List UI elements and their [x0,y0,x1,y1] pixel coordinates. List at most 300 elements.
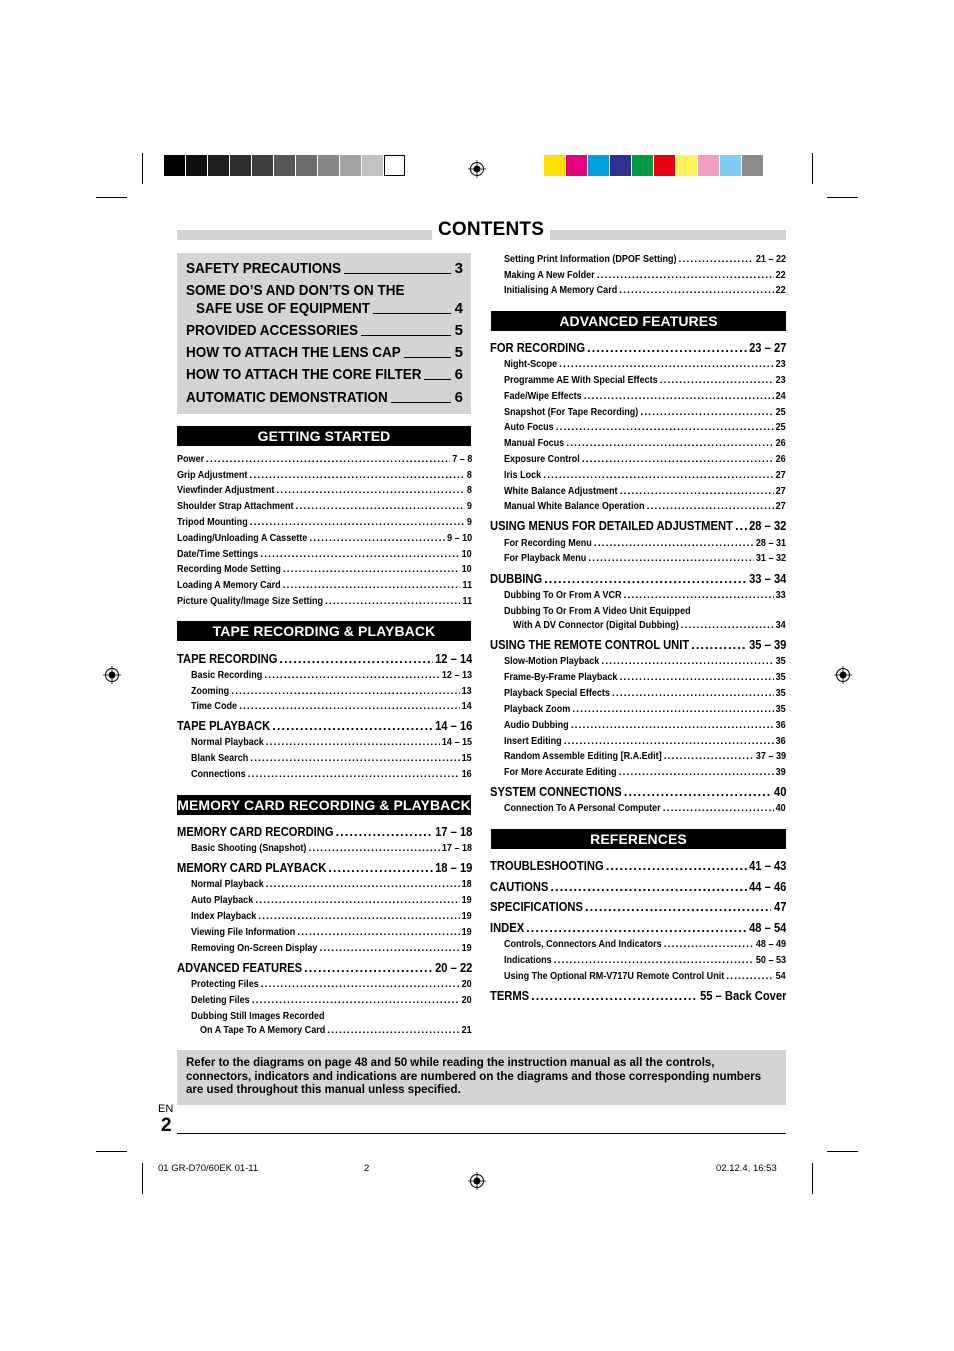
toc-entry [177,500,472,512]
leader-dots [276,484,465,496]
entry-page: 34 [775,619,786,631]
toc-heading-entry [490,879,786,894]
entry-title: USING THE REMOTE CONTROL UNIT [490,637,690,652]
leader-dots [572,703,774,715]
entry-page: 36 [775,719,786,731]
toc-entry [504,719,786,731]
entry-title: Viewing File Information [191,926,296,938]
toc-heading-entry [490,920,786,935]
color-swatch [230,155,251,176]
footer-sheet-number: 2 [364,1163,370,1174]
entry-page: 48 – 54 [748,920,786,935]
leader-dots [566,437,774,449]
entry-title: Index Playback [191,910,257,922]
toc-entry [191,736,472,748]
page-number: 2 [161,1115,172,1136]
leader-dots [279,651,432,666]
toc-entry [504,453,786,465]
entry-page: 16 [461,768,472,780]
leader-dots [691,637,747,652]
toc-heading-entry [490,858,786,873]
entry-title: Power [177,453,205,465]
item-title: SAFETY PRECAUTIONS [186,260,342,277]
entry-title: Night-Scope [504,358,558,370]
leader-line [373,313,451,314]
toc-entry [504,269,786,281]
entry-page: 9 [466,500,472,512]
crop-mark [827,197,858,198]
entry-title: Manual White Balance Operation [504,500,645,512]
entry-page: 48 – 49 [755,938,786,950]
toc-heading-entry [490,784,786,799]
toc-entry [504,358,786,370]
entry-page: 17 – 18 [434,824,472,839]
entry-page: 33 – 34 [748,571,786,586]
toc-entry [191,994,472,1006]
leader-dots [250,752,460,764]
entry-page: 36 [775,735,786,747]
leader-dots [544,571,747,586]
leader-dots [681,619,774,631]
toc-entry [177,469,472,481]
entry-title: Controls, Connectors And Indicators [504,938,662,950]
entry-page: 19 [461,910,472,922]
toc-entry [504,938,786,950]
toc-entry [504,970,786,982]
entry-title: Random Assemble Editing [R.A.Edit] [504,750,662,762]
toc-entry [191,768,472,780]
toc-entry [191,700,472,712]
toc-entry [504,605,786,617]
leader-dots [309,532,444,544]
entry-title: For Recording Menu [504,537,592,549]
leader-dots [587,340,747,355]
leader-line [361,335,451,336]
toc-heading-entry [490,518,786,533]
entry-page: 55 – Back Cover [699,988,786,1003]
leader-dots [248,768,460,780]
color-swatch [566,155,587,176]
page-ref: 5 [454,322,463,339]
entry-page: 40 [773,784,786,799]
entry-title: Auto Playback [191,894,254,906]
toc-heading-entry [490,637,786,652]
toc-entry [504,687,786,699]
page-ref: 3 [454,260,463,277]
leader-dots [249,469,465,481]
leader-dots [594,537,754,549]
entry-page: 20 – 22 [434,960,472,975]
toc-entry [504,485,786,497]
entry-title: Audio Dubbing [504,719,569,731]
entry-title: Blank Search [191,752,249,764]
entry-page: 44 – 46 [748,879,786,894]
entry-page: 12 – 14 [434,651,472,666]
color-swatch [318,155,339,176]
entry-title: Connections [191,768,246,780]
entry-page: 21 [461,1024,472,1036]
registration-mark-icon [468,160,486,178]
entry-page: 40 [775,802,786,814]
page-ref: 4 [454,300,463,317]
entry-title: ADVANCED FEATURES [177,960,303,975]
entry-page: 47 [773,899,786,914]
leader-dots [663,802,774,814]
entry-page: 8 [466,484,472,496]
toc-entry [191,910,472,922]
leader-dots [266,736,440,748]
entry-page: 23 [775,374,786,386]
toc-entry [177,548,472,560]
section-header-advanced: ADVANCED FEATURES [491,311,786,331]
entry-page: 33 [775,589,786,601]
section-header-tape: TAPE RECORDING & PLAYBACK [177,621,471,641]
entry-title: On A Tape To A Memory Card [200,1024,326,1036]
crop-mark [96,197,127,198]
entry-page: 37 – 39 [755,750,786,762]
color-swatch [698,155,719,176]
toc-entry [504,284,786,296]
entry-page: 18 [461,878,472,890]
entry-page: 26 [775,453,786,465]
color-swatch [610,155,631,176]
registration-mark-icon [468,1172,486,1190]
crop-mark [812,1163,813,1194]
entry-title: Connection To A Personal Computer [504,802,661,814]
entry-page: 31 – 32 [755,552,786,564]
toc-entry [504,406,786,418]
toc-entry [504,954,786,966]
toc-entry [504,437,786,449]
entry-page: 39 [775,766,786,778]
entry-title: Normal Playback [191,736,264,748]
toc-entry [191,942,472,954]
entry-title: Recording Mode Setting [177,563,281,575]
toc-entry [504,766,786,778]
leader-dots [258,910,460,922]
contents-item [186,322,463,339]
toc-entry [504,500,786,512]
toc-entry [191,1010,472,1022]
leader-dots [283,579,461,591]
entry-title: Playback Zoom [504,703,571,715]
entry-page: 15 [461,752,472,764]
entry-title: Setting Print Information (DPOF Setting) [504,253,677,265]
leader-dots [250,516,465,528]
entry-page: 20 [461,978,472,990]
toc-entry [191,842,472,854]
page-ref: 5 [454,344,463,361]
leader-dots [543,469,774,481]
toc-entry [191,669,472,681]
entry-page: 35 [775,687,786,699]
toc-entry [177,563,472,575]
toc-entry [177,484,472,496]
leader-dots [735,518,747,533]
toc-heading-entry [177,960,472,975]
item-title: HOW TO ATTACH THE LENS CAP [186,344,401,361]
entry-title: SYSTEM CONNECTIONS [490,784,622,799]
entry-title: Indications [504,954,552,966]
crop-mark [142,153,143,184]
note-text: Refer to the diagrams on page 48 and 50 while reading the instruction manual as all the controls, connectors, indicators and indications are numbered on the diagrams and those corresponding numbers are used throughout this manual unless specified. [186,1057,762,1096]
crop-mark [827,1151,858,1152]
color-swatch [720,155,741,176]
leader-dots [624,784,772,799]
entry-page: 21 – 22 [755,253,786,265]
entry-title: TAPE PLAYBACK [177,718,271,733]
entry-page: 11 [462,595,472,607]
leader-dots [272,718,432,733]
leader-dots [252,994,460,1006]
entry-title: TAPE RECORDING [177,651,278,666]
entry-page: 26 [775,437,786,449]
toc-entry [504,537,786,549]
entry-page: 20 [461,994,472,1006]
contents-item [186,389,463,406]
entry-title: Grip Adjustment [177,469,248,481]
color-swatch [362,155,383,176]
entry-title: Exposure Control [504,453,580,465]
entry-title: Removing On-Screen Display [191,942,318,954]
leader-dots [612,687,774,699]
leader-line [391,402,451,403]
contents-item [186,366,463,383]
entry-title: Initialising A Memory Card [504,284,618,296]
entry-title: Viewfinder Adjustment [177,484,275,496]
entry-page: 22 [775,284,786,296]
grayscale-color-bar [164,155,406,176]
entry-page: 19 [461,926,472,938]
leader-dots [647,500,774,512]
leader-dots [550,879,746,894]
entry-title: Date/Time Settings [177,548,259,560]
entry-title: Basic Shooting (Snapshot) [191,842,307,854]
color-swatch [274,155,295,176]
leader-dots [564,735,774,747]
entry-title: With A DV Connector (Digital Dubbing) [513,619,679,631]
entry-page: 13 [461,685,472,697]
color-swatch [252,155,273,176]
leader-dots [304,960,433,975]
toc-entry [504,703,786,715]
toc-entry [504,735,786,747]
toc-entry [504,802,786,814]
entry-page: 9 – 10 [446,532,472,544]
leader-dots [531,988,697,1003]
leader-dots [336,824,433,839]
leader-dots [619,284,774,296]
entry-page: 10 [461,563,472,575]
toc-entry [504,750,786,762]
entry-title: Slow-Motion Playback [504,655,600,667]
toc-heading-entry [490,340,786,355]
entry-page: 27 [775,469,786,481]
color-swatch [544,155,565,176]
entry-page: 25 [775,421,786,433]
entry-page: 17 – 18 [441,842,472,854]
leader-dots [571,719,774,731]
toc-entry [191,878,472,890]
toc-heading-entry [177,860,472,875]
leader-dots [624,589,774,601]
entry-page: 28 – 31 [755,537,786,549]
leader-dots [679,253,754,265]
color-swatch [296,155,317,176]
entry-title: FOR RECORDING [490,340,586,355]
leader-dots [588,552,754,564]
entry-title: USING MENUS FOR DETAILED ADJUSTMENT [490,518,733,533]
entry-title: Insert Editing [504,735,562,747]
note-box [177,1050,786,1105]
contents-item [196,300,463,317]
toc-entry [191,685,472,697]
toc-entry [200,1024,472,1036]
item-title: SAFE USE OF EQUIPMENT [196,300,371,317]
toc-entry [191,894,472,906]
toc-heading-entry [490,899,786,914]
entry-page: 35 [775,703,786,715]
entry-page: 27 [775,485,786,497]
item-title: SOME DO’S AND DON’TS ON THE [186,282,405,299]
leader-dots [319,942,460,954]
color-swatch [742,155,763,176]
entry-title: MEMORY CARD PLAYBACK [177,860,327,875]
footer-rule [177,1133,786,1134]
entry-title: Dubbing Still Images Recorded [191,1010,325,1022]
leader-dots [582,453,774,465]
footer-file-name: 01 GR-D70/60EK 01-11 [158,1163,259,1174]
toc-entry [504,589,786,601]
entry-title: Dubbing To Or From A VCR [504,589,622,601]
leader-dots [297,926,460,938]
entry-page: 23 – 27 [748,340,786,355]
entry-page: 10 [461,548,472,560]
toc-entry [504,552,786,564]
entry-title: Dubbing To Or From A Video Unit Equipped [504,605,691,617]
entry-page: 24 [775,390,786,402]
crop-mark [96,1151,127,1152]
entry-page: 14 – 15 [441,736,472,748]
leader-dots [261,978,460,990]
entry-page: 54 [775,970,786,982]
leader-dots [584,390,774,402]
entry-page: 7 – 8 [451,453,472,465]
entry-page: 9 [466,516,472,528]
leader-dots [597,269,774,281]
registration-mark-icon [103,666,121,684]
leader-dots [328,860,432,875]
footer-date: 02.12.4, 16:53 [716,1163,777,1174]
leader-dots [554,954,754,966]
registration-mark-icon [834,666,852,684]
color-swatch [654,155,675,176]
color-swatch [588,155,609,176]
leader-dots [255,894,460,906]
page-ref: 6 [454,389,463,406]
entry-page: 35 – 39 [748,637,786,652]
entry-page: 18 – 19 [434,860,472,875]
leader-dots [266,878,460,890]
entry-title: Fade/Wipe Effects [504,390,582,402]
leader-dots [559,358,774,370]
entry-title: Iris Lock [504,469,542,481]
color-swatch [384,155,405,176]
toc-entry [191,926,472,938]
entry-page: 35 [775,671,786,683]
toc-entry [513,619,786,631]
entry-title: Basic Recording [191,669,263,681]
toc-entry [177,579,472,591]
entry-page: 28 – 32 [748,518,786,533]
leader-dots [296,500,465,512]
toc-heading-entry [490,988,786,1003]
leader-dots [726,970,774,982]
entry-page: 11 [462,579,472,591]
section-header-references: REFERENCES [491,829,786,849]
entry-title: Programme AE With Special Effects [504,374,658,386]
entry-title: CAUTIONS [490,879,549,894]
toc-entry [504,421,786,433]
crop-mark [812,153,813,184]
entry-title: DUBBING [490,571,543,586]
leader-dots [585,899,771,914]
entry-title: White Balance Adjustment [504,485,618,497]
entry-title: Playback Special Effects [504,687,610,699]
toc-heading-entry [177,824,472,839]
page-ref: 6 [454,366,463,383]
color-swatch [340,155,361,176]
contents-item [186,260,463,277]
toc-entry [191,752,472,764]
entry-page: 27 [775,500,786,512]
leader-dots [640,406,774,418]
entry-title: Loading/Unloading A Cassette [177,532,308,544]
toc-entry [191,978,472,990]
color-swatch [632,155,653,176]
contents-item [186,344,463,361]
entry-page: 12 – 13 [441,669,472,681]
entry-title: Deleting Files [191,994,250,1006]
cmyk-color-bar [544,155,764,176]
entry-title: Making A New Folder [504,269,595,281]
entry-page: 22 [775,269,786,281]
leader-dots [308,842,439,854]
leader-dots [619,671,774,683]
item-title: PROVIDED ACCESSORIES [186,322,359,339]
leader-dots [264,669,440,681]
entry-title: Tripod Mounting [177,516,248,528]
leader-dots [620,485,774,497]
entry-page: 25 [775,406,786,418]
leader-dots [327,1024,460,1036]
contents-item [186,282,463,299]
leader-dots [606,858,747,873]
entry-title: Frame-By-Frame Playback [504,671,618,683]
toc-heading-entry [177,718,472,733]
entry-title: Snapshot (For Tape Recording) [504,406,639,418]
leader-line [404,357,451,358]
entry-page: 35 [775,655,786,667]
color-swatch [208,155,229,176]
entry-page: 23 [775,358,786,370]
entry-title: MEMORY CARD RECORDING [177,824,334,839]
entry-page: 19 [461,894,472,906]
toc-entry [504,671,786,683]
entry-page: 50 – 53 [755,954,786,966]
toc-entry [177,453,472,465]
entry-title: Normal Playback [191,878,264,890]
